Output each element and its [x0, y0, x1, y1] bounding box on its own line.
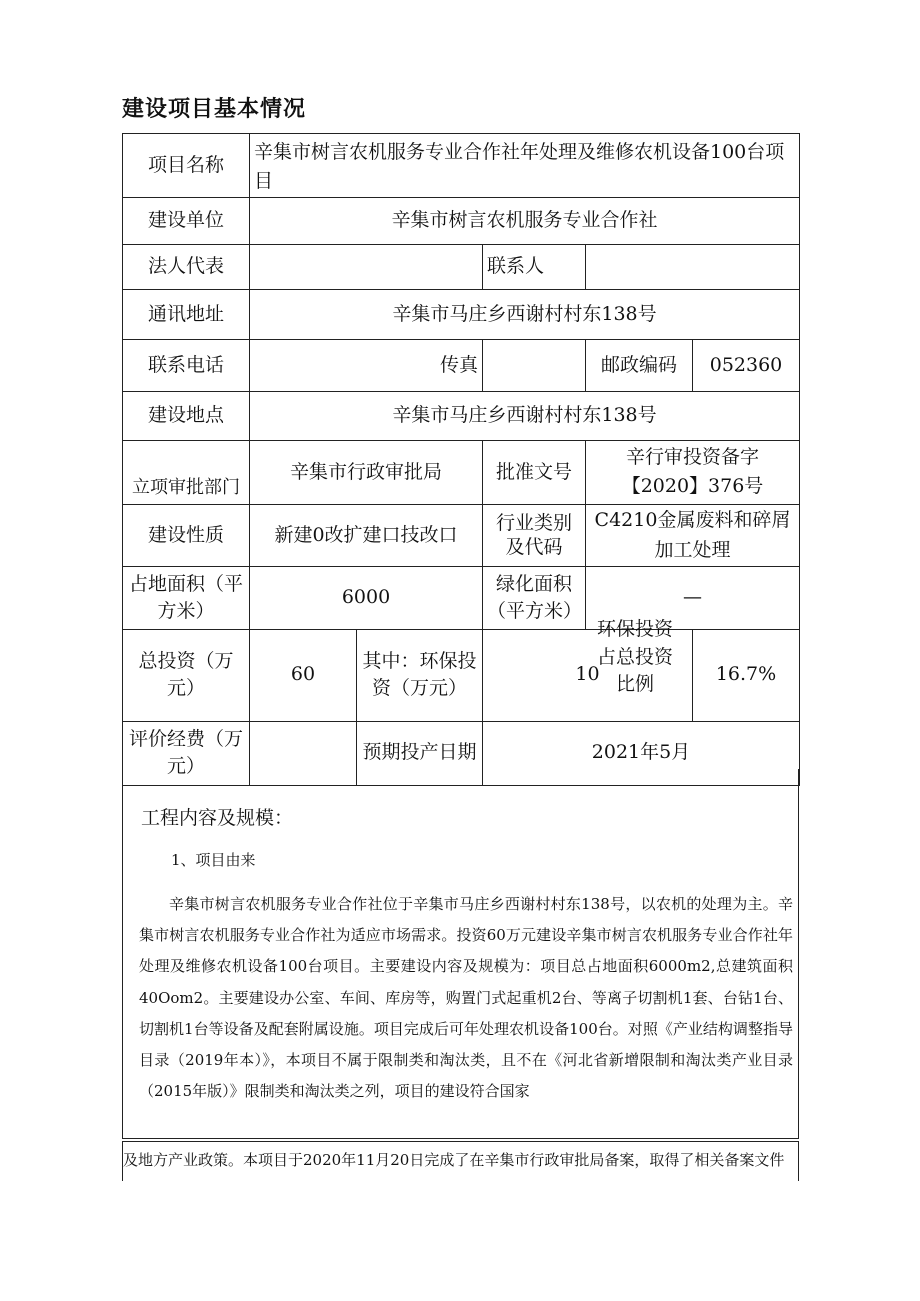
green-value: — [586, 566, 800, 629]
approval-dept-label: 立项审批部门 [123, 440, 250, 504]
area-value: 6000 [250, 566, 483, 629]
postcode-value: 052360 [693, 339, 800, 391]
env-invest-label: 其中：环保投资（万元） [357, 629, 483, 721]
unit-value: 辛集市树言农机服务专业合作社 [250, 197, 800, 244]
approval-no-value: 辛行审投资备字【2020】376号 [586, 440, 800, 504]
content-paragraph: 辛集市树言农机服务专业合作社位于辛集市马庄乡西谢村村东138号，以农机的处理为主。辛集市树言农机服务专业合作社为适应市场需求。投资60万元建设辛集市树言农机服务专业合作社年处理及维修农机设备100台项目。主要建设内容及规模为：项目总占地面积6000m2,总建筑面积40Oom2。主要建设办公室、车间、库房等，购置门式起重机2台、等离子切割机1套、台钻1台、切割机1台等设备及配套附属设施。项目完成后可年处理农机设备100台。对照《产业结构调整指导目录（2019年本）》，本项目不属于限制类和淘汰类，且不在《河北省新增限制和淘汰类产业目录（2015年版）》限制类和淘汰类之列，项目的建设符合国家 [139, 895, 793, 1101]
content-section [122, 769, 799, 1139]
legal-value [250, 244, 483, 289]
continuation-line: 及地方产业政策。本项目于2020年11月20日完成了在辛集市行政审批局备案，取得了相关备案文件 [122, 1141, 799, 1181]
unit-label: 建设单位 [123, 197, 250, 244]
env-ratio-label: 环保投资占总投资比例 [596, 618, 673, 696]
green-label: 绿化面积（平方米） [483, 566, 586, 629]
approval-dept-value: 辛集市行政审批局 [250, 440, 483, 504]
contact-value [586, 244, 800, 289]
invest-label: 总投资（万元） [123, 629, 250, 721]
project-info-table [122, 133, 800, 786]
content-subheading: 1、项目由来 [171, 851, 256, 869]
project-name-label: 项目名称 [123, 134, 250, 198]
phone-label: 联系电话 [123, 339, 250, 391]
invest-value: 60 [250, 629, 357, 721]
project-name-value: 辛集市树言农机服务专业合作社年处理及维修农机设备100台项目 [250, 134, 800, 198]
eval-fee-label: 评价经费（万元） [123, 721, 250, 785]
env-ratio-value: 16.7% [693, 629, 800, 721]
start-date-label: 预期投产日期 [357, 721, 483, 785]
address-value: 辛集市马庄乡西谢村村东138号 [250, 289, 800, 339]
legal-label: 法人代表 [123, 244, 250, 289]
fax-label: 传真 [250, 339, 483, 391]
industry-value: C4210金属废料和碎屑加工处理 [586, 504, 800, 566]
postcode-label: 邮政编码 [586, 339, 693, 391]
nature-label: 建设性质 [123, 504, 250, 566]
section-title: 建设项目基本情况 [122, 97, 307, 122]
approval-no-label: 批准文号 [483, 440, 586, 504]
content-heading: 工程内容及规模： [141, 807, 294, 829]
nature-value: 新建0改扩建口技改口 [250, 504, 483, 566]
site-label: 建设地点 [123, 391, 250, 440]
industry-label: 行业类别及代码 [483, 504, 586, 566]
start-date-value: 2021年5月 [483, 721, 800, 785]
env-invest-value: 10 [483, 629, 693, 721]
area-label: 占地面积（平方米） [123, 566, 250, 629]
contact-label: 联系人 [483, 244, 586, 289]
address-label: 通讯地址 [123, 289, 250, 339]
site-value: 辛集市马庄乡西谢村村东138号 [250, 391, 800, 440]
fax-value [483, 339, 586, 391]
